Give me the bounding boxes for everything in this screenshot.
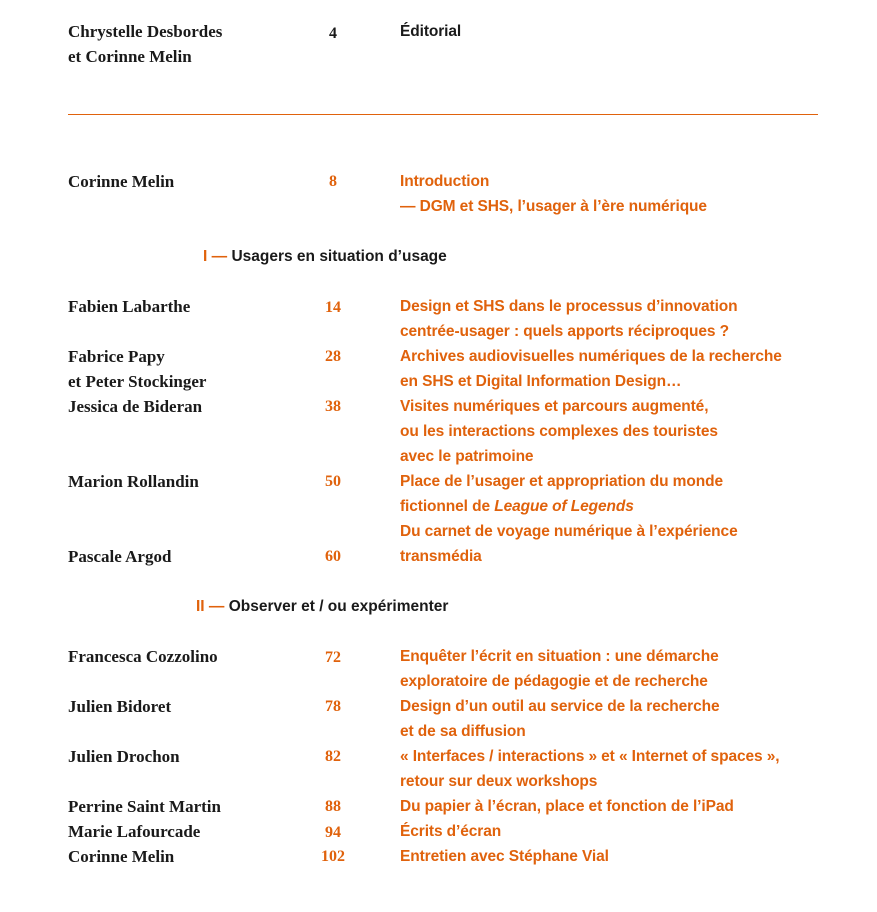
toc-author: Corinne Melin [68,847,175,866]
editorial-page-number: 4 [329,25,337,42]
toc-page-number: 82 [325,748,341,765]
toc-page-number: 50 [325,473,341,490]
toc-page-number: 38 [325,398,341,415]
section-label: Usagers en situation d’usage [231,248,447,265]
toc-page-number: 28 [325,348,341,365]
toc-author: Julien Bidoret [68,697,172,716]
editorial-title: Éditorial [400,23,462,40]
toc-title: Design et SHS dans le processus d’innovation centrée-usager : quels apports réciproques ? [400,298,738,340]
toc-title: Du carnet de voyage numérique à l’expérience transmédia [400,523,738,565]
section-number: II — [196,598,225,615]
toc-author: Pascale Argod [68,547,172,566]
toc-title: Design d’un outil au service de la recherche et de sa diffusion [400,698,720,740]
toc-page-number: 94 [325,824,341,841]
toc-title: Enquêter l’écrit en situation : une démarche exploratoire de pédagogie et de recherche [400,648,719,690]
divider-rule [68,114,818,115]
section-heading-1 [203,244,447,269]
toc-author: Fabien Labarthe [68,297,191,316]
toc-page-number: 102 [321,848,345,865]
toc-title: Écrits d’écran [400,823,502,840]
toc-page-number: 88 [325,798,341,815]
section-heading-2 [196,594,448,619]
toc-title: « Interfaces / interactions » et « Internet of spaces », retour sur deux workshops [400,748,780,790]
section-label: Observer et / ou expérimenter [228,598,449,615]
toc-author: Perrine Saint Martin [68,797,221,816]
toc-page-number: 78 [325,698,341,715]
intro-author: Corinne Melin [68,172,175,191]
toc-author: Jessica de Bideran [68,397,203,416]
section-number: I — [203,248,228,265]
toc-author: Fabrice Papy et Peter Stockinger [68,347,207,391]
toc-page-number: 72 [325,649,341,666]
toc-title: Du papier à l’écran, place et fonction de l’iPad [400,798,734,815]
toc-title: Place de l’usager et appropriation du monde fictionnel de League of Legends [400,473,723,515]
toc-page-number: 14 [325,299,341,316]
toc-author: Marion Rollandin [68,472,199,491]
toc-author: Julien Drochon [68,747,180,766]
toc-author: Francesca Cozzolino [68,647,218,666]
toc-title: Visites numériques et parcours augmenté, ou les interactions complexes des touristes avec le patrimoine [400,398,718,465]
toc-title: Entretien avec Stéphane Vial [400,848,609,865]
intro-title: Introduction — DGM et SHS, l’usager à l’ère numérique [400,173,707,215]
italic-title: League of Legends [494,498,634,515]
editorial-authors: Chrystelle Desbordes et Corinne Melin [68,22,223,66]
toc-page-number: 60 [325,548,341,565]
toc-author: Marie Lafourcade [68,822,201,841]
toc-title: Archives audiovisuelles numériques de la recherche en SHS et Digital Information Design… [400,348,782,390]
intro-page-number: 8 [329,173,337,190]
